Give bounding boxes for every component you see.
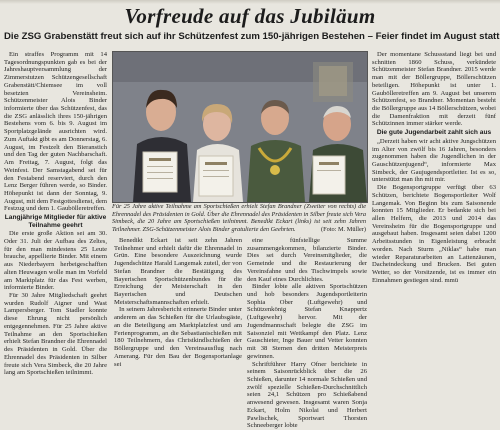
paragraph: Für 30 Jahre Mitgliedschaft geehrt wurden Rudolf Aigner und Wast Lampersberger. Tom Stadler konnte diese Ehrung nicht persönlich entgegennehmen. Für 25 Jahre aktive Teilnahme an den Sportschießen erhielt Stefan Brandner die Ehrennadel des Präsidenten in Gold. Über die Ehrennadel des Präsidenten in Silber freute sich Vera Simbeck, die 20 Jahre lang am Sportschießen teilnimmt. [4, 292, 107, 377]
paragraph: Schriftführer Harry Ofner berichtete in seinem Saisonrückblick über die 26 Schießen, darunter 14 normale Schießen und zwölf spezielle Schießen-Durchschnittlich seien 24,1 Schützen pro Schießabend anwesend gewesen. Insgesamt waren Sonja Eckart, Holm Nikolai und Herbert Pawlischek, Sportwart Thorsten Schneeberger lobte [247, 360, 367, 430]
paragraph: Der momentane Schussstand liegt bei und schnitten 1860 Schuss, verkündete Schützenmeister Stefan Brandner. 2015 werde man mit der Böllergruppe, Böllerschützen beteiligen. Höhepunkt ist unter 1. Gaubölleretreffen am 9. August bei unserem Schützenfest, so Brandner. Momentan besteht die Böllergruppe aus 14 Böllerschützen, wobei die Damenfraktion mit derzeit fünf Schützinnen immer stärker werde. [372, 51, 496, 128]
paragraph: eine fünfstellige Summe zusammengekommen, bilanzierte Binder. Dies sei durch Vereinsmitglieder, die Gemeinde und die Restaurierung der Vereinsfahne und des Tischwimpels sowie den Kauf eines Durchlichtes. [247, 237, 367, 283]
article-subheadline: Die ZSG Grabenstätt freut sich auf ihr Schützenfest zum 150-jährigen Bestehen – Feier findet im August statt [4, 31, 500, 42]
caption-text: Für 25 Jahre aktive Teilnahme am Sportschießen erhielt Stefan Brandner (Zweiter von rechts) die Ehrennadel des Präsidenten in Gold. Über die Ehrennadel des Präsidenten in Silber freute sich Vera Simbeck, die 20 Jahre am Sportschießen teilnimmt. Benedikt Eckart (links) ist seit zehn Jahren Teilnehmer. ZSG-Schützenmeister Alois Binder gratulierte den Geehrten. [112, 203, 366, 233]
article-headline: Vorfreude auf das Jubiläum [124, 4, 376, 28]
paragraph: Die Bogensportgruppe verfügt über 63 Schützen, berichtete Bogensportleiter Wolf Langemak. Von Beginn bis zum Saisonende konnten 15 Mitglieder. Er bedankte sich bei allen Helfern, die 2013 und 2014 das Vereinsheim für die Bogensportgruppe und ausgebaut haben. Insgesamt seien dabei 1200 Arbeitsstunden in Eigenleistung erbracht worden. Nach Sturm „Niklas“ habe man wieder Reparaturarbeiten an Lattenzäunen, Dacheindeckung und Brucken. Bei guten Wetter, so der Vorsitzende, ist es immer ein Einnahmen gestiegen sind. mmü [372, 184, 496, 284]
paragraph: Ein straffes Programm mit 14 Tagesordnungspunkten gab es bei der Jahreshauptversammlung der Zimmerstutzen Schützengesellschaft Grabenstätt/Chiemsee im voll besetzten Vereinsheim. Schützenmeister Alois Binder informierte über das Schützenfest, das die ZSG anlässlich ihres 150-jährigen Bestehens vom 6. bis 9. August im Sportplatzgelände ausrichten wird. Zum Auftakt gibt es am Donnerstag, 6. August, im Festzelt den Bieranstich und den Tag der guten Nachbarschaft. Am Freitag, 7. August, folgt das Weinfest. Der Samstagabend sei für den Festabend reserviert, durch den Lenz Berger führen werde, so Binder. Höhepunkt ist dann der Sonntag, 9. August, mit dem Festgottesdienst, dem Festzug und dem 1. Gaubölleretreffen. [4, 51, 107, 213]
paragraph: Binder lobte alle aktiven Sportschützen und hob besonders Jugendsportleiterin Sophia Ober (Luftgewehr) und Schützenkönig Stefan Knappertz (Luftgewehr) hervor. Mit der Jugendmannschaft belegte die ZSG im Saisonziel mit Wettkampf den Platz. Lenz Gauschieter, Inge Bauer und Vetter konnten mit 38 Sternen den dritten Meisterpreis gewinnen. [247, 283, 367, 360]
photo-credit: (Foto: M. Müller) [321, 225, 366, 233]
article-column-4 [372, 51, 496, 419]
article-column-2 [114, 237, 242, 419]
paragraph: Benedikt Eckart ist seit zehn Jahren Teilnehmer und erhielt dafür die Ehrennadel in Grün. Eine besondere Auszeichnung wurde Jugendschütze Harald Langemak zuteil, der von Stefan Brandner die Bestätigung des Bayerischen Sportschützenbundes für die Erreichung der Meisterschaft in den Bayerischen und Deutschen Meisterschaftsmannschaften erhielt. [114, 237, 242, 306]
paragraph: „Derzeit haben wir acht aktive Jungschützen im Alter von zwölf bis 16 Jahren, besonders zugenommen haben die Jugendlichen in der Gauschützenjugend“, informierte Max Simbeck, der Gaujugendsportleiter. Ist es so, unterstützt man ihn mit mir. [372, 137, 496, 184]
paragraph: Die erste große Aktion sei am 30. Oder 31. Juli der Aufbau des Zeltes, für den man mindestens 25 Leute brauche, appellierte Binder. Mit einem aus Niederbayern herbeigeschafften alten Heuwagen wolle man im Vorfeld am Marktplatz für das Fest werben, informierte Binder. [4, 230, 107, 292]
section-heading: Langjährige Mitglieder für aktive Teilnahme geehrt [4, 214, 107, 229]
article-column-3 [247, 237, 367, 430]
group-photo-illustration [113, 52, 367, 202]
photo-caption [112, 203, 366, 235]
section-heading: Die gute Jugendarbeit zahlt sich aus [376, 129, 492, 137]
article-photo [112, 51, 368, 203]
paragraph: In seinem Jahresbericht erinnerte Binder unter anderem an das Schießen für die Urlaubsgäste, an die Beteiligung am Marktplatzfest und am Ferienprogramm, an die Sebastianischießen mit 180 Teilnehmern, das Christkindlschießen der Böllergruppe und den Vereinsausflug nach Amerang. Für den Bau der Bogensportanlage sei [114, 306, 242, 368]
article-column-1 [4, 51, 107, 419]
